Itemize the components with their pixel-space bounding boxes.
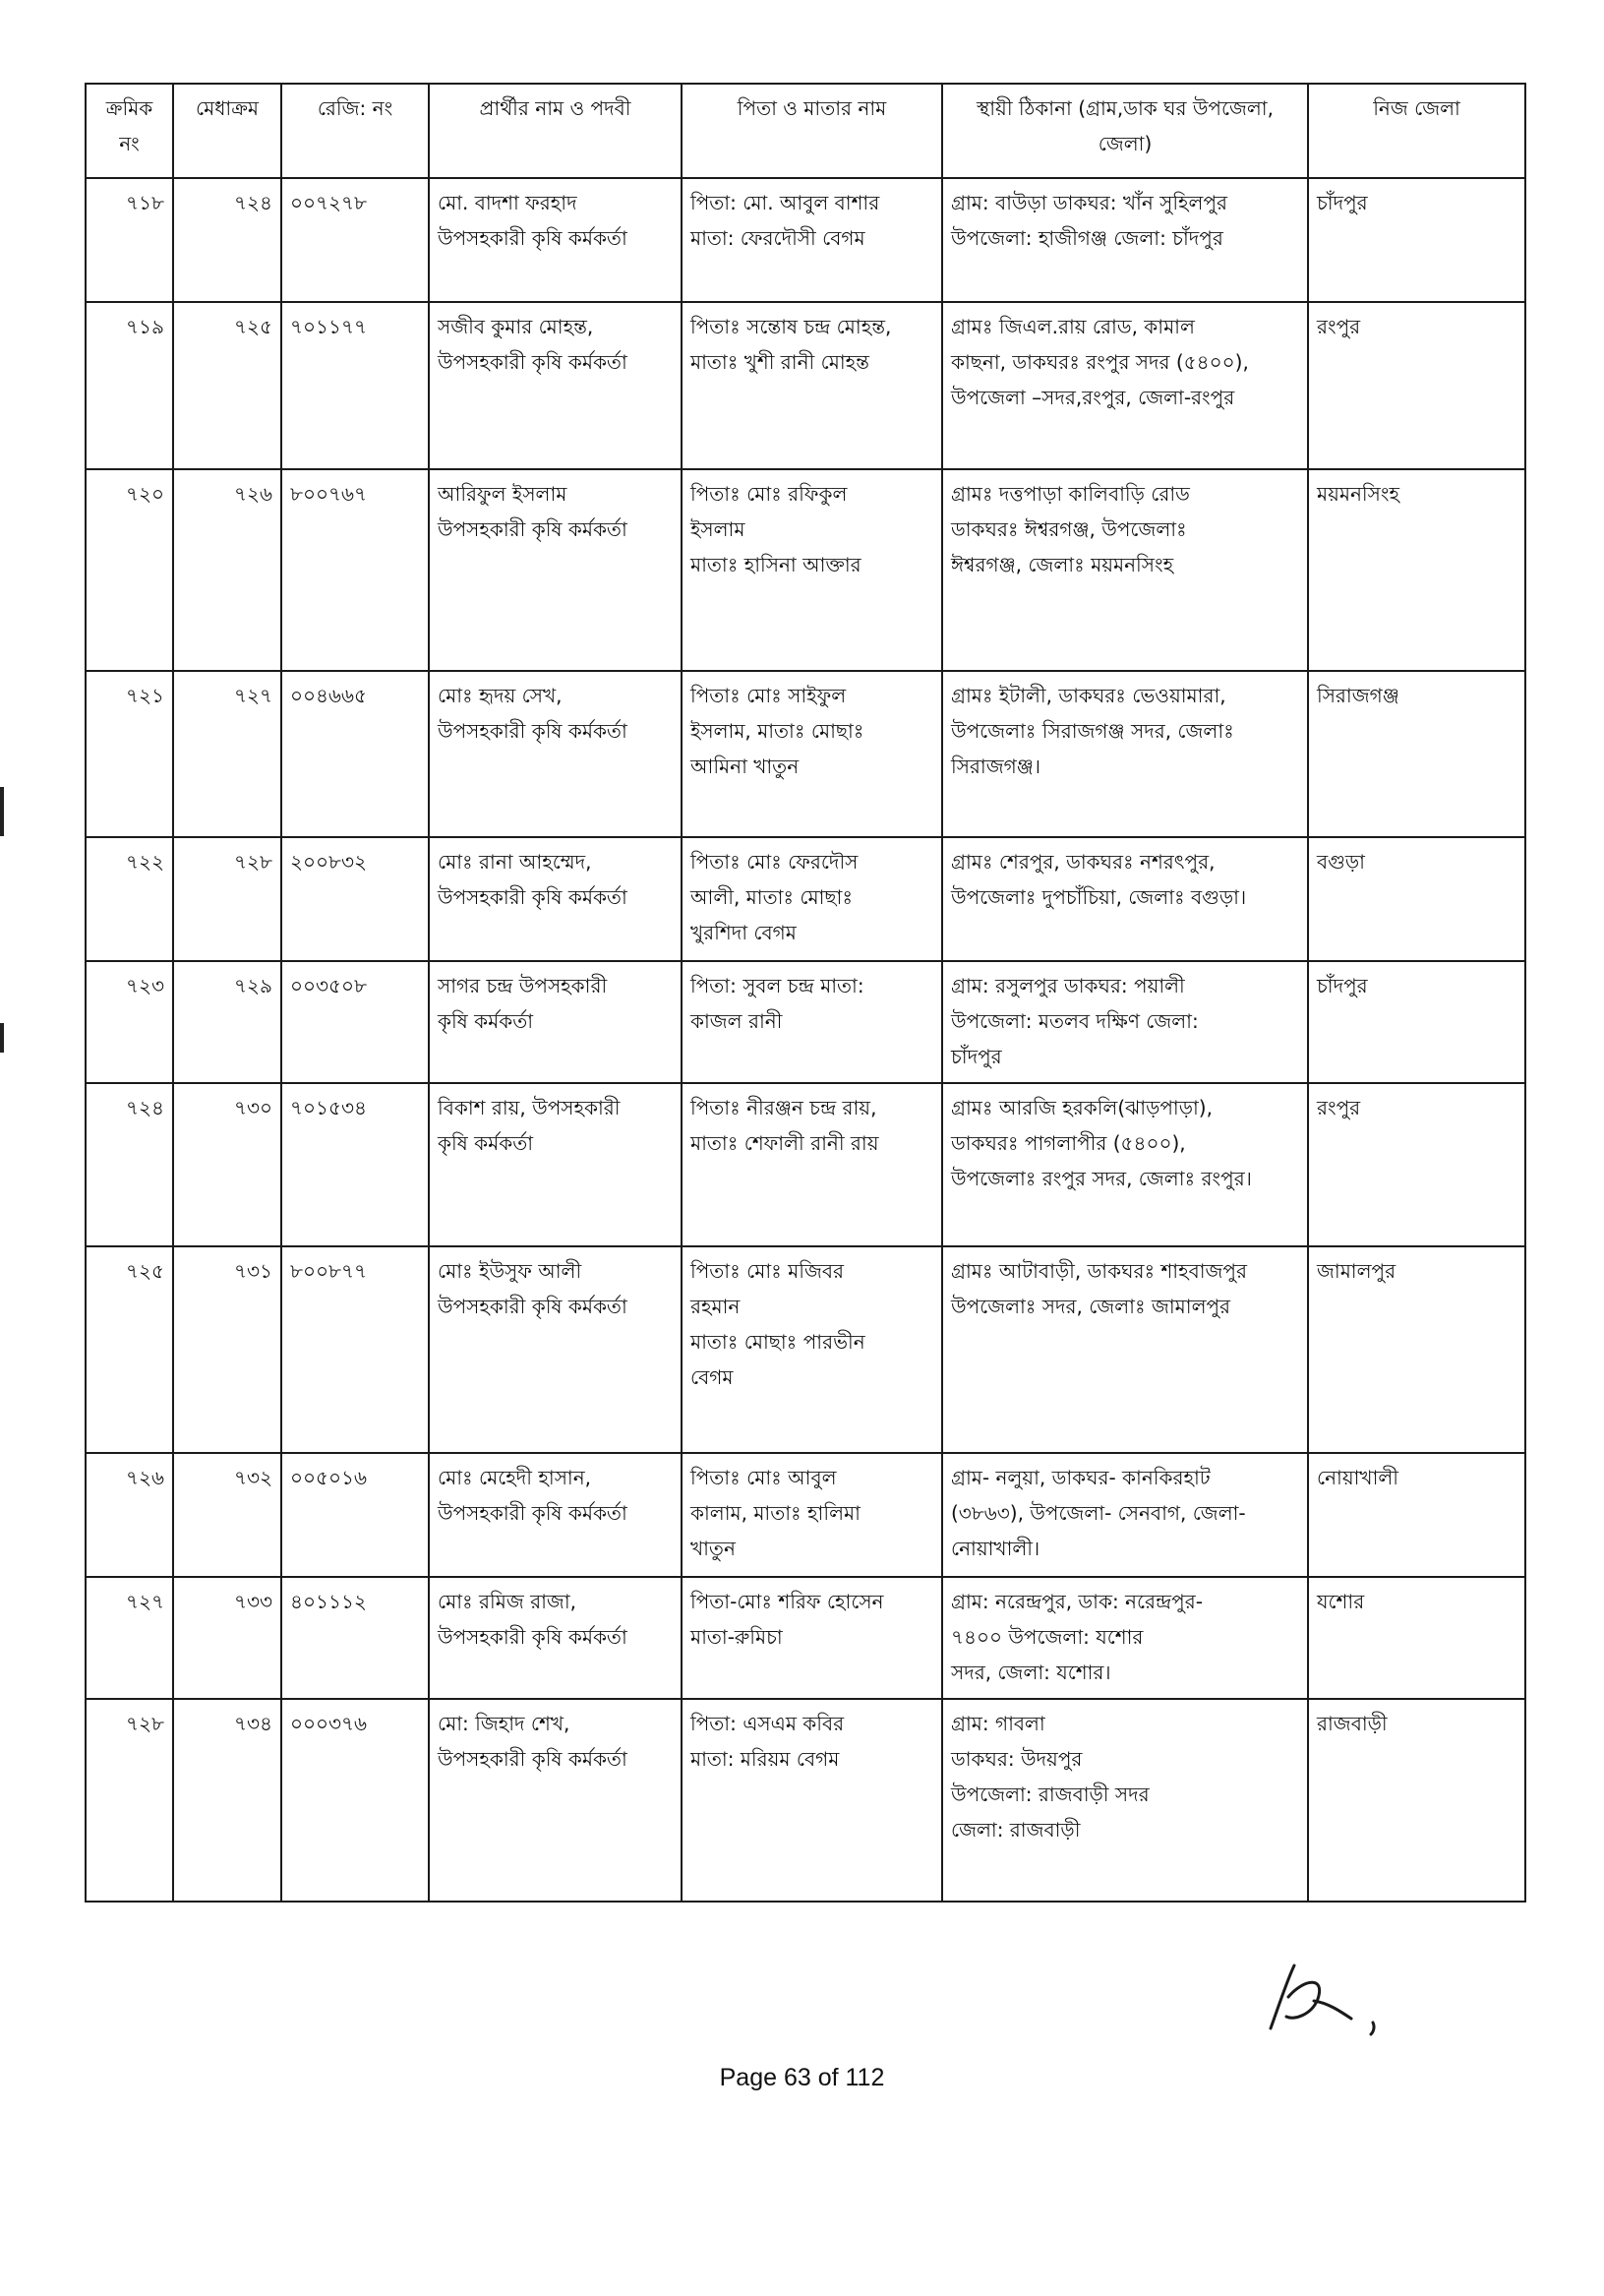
header-address: স্থায়ী ঠিকানা (গ্রাম,ডাক ঘর উপজেলা, জেলা) (942, 84, 1308, 178)
cell-merit: ৭২৪ (173, 178, 281, 302)
header-name-designation: প্রার্থীর নাম ও পদবী (429, 84, 682, 178)
cell-district: জামালপুর (1308, 1246, 1525, 1453)
scan-edge-mark (0, 1023, 4, 1053)
page-number: Page 63 of 112 (719, 2064, 885, 2091)
table-row (86, 961, 1525, 1083)
cell-address: গ্রামঃ আটাবাড়ী, ডাকঘরঃ শাহবাজপুর উপজেলাঃ সদর, জেলাঃ জামালপুর (942, 1246, 1308, 1453)
cell-parents: পিতাঃ মোঃ মজিবর রহমান মাতাঃ মোছাঃ পারভীন বেগম (682, 1246, 942, 1453)
cell-reg-no: ৪০১১১২ (281, 1577, 429, 1699)
cell-district: রংপুর (1308, 1083, 1525, 1246)
cell-name: মোঃ হৃদয় সেখ, উপসহকারী কৃষি কর্মকর্তা (429, 671, 682, 837)
cell-name: মোঃ ইউসুফ আলী উপসহকারী কৃষি কর্মকর্তা (429, 1246, 682, 1453)
cell-serial: ৭২৮ (86, 1699, 173, 1902)
cell-district: নোয়াখালী (1308, 1453, 1525, 1577)
cell-merit: ৭২৭ (173, 671, 281, 837)
table-row (86, 1083, 1525, 1246)
cell-district: বগুড়া (1308, 837, 1525, 961)
cell-reg-no: ৭০১৫৩৪ (281, 1083, 429, 1246)
cell-serial: ৭১৮ (86, 178, 173, 302)
table-header-row (86, 84, 1525, 178)
cell-merit: ৭২৫ (173, 302, 281, 469)
cell-parents: পিতাঃ নীরঞ্জন চন্দ্র রায়, মাতাঃ শেফালী রানী রায় (682, 1083, 942, 1246)
cell-address: গ্রামঃ জিএল.রায় রোড, কামাল কাছনা, ডাকঘরঃ রংপুর সদর (৫৪০০), উপজেলা –সদর,রংপুর, জেলা-রংপুর (942, 302, 1308, 469)
handwritten-signature (1249, 1958, 1387, 2036)
table-row (86, 1577, 1525, 1699)
cell-address: গ্রাম: নরেন্দ্রপুর, ডাক: নরেন্দ্রপুর- ৭৪০০ উপজেলা: যশোর সদর, জেলা: যশোর। (942, 1577, 1308, 1699)
cell-merit: ৭২৯ (173, 961, 281, 1083)
cell-parents: পিতাঃ মোঃ আবুল কালাম, মাতাঃ হালিমা খাতুন (682, 1453, 942, 1577)
cell-reg-no: ৭০১১৭৭ (281, 302, 429, 469)
table-row (86, 302, 1525, 469)
cell-name: আরিফুল ইসলাম উপসহকারী কৃষি কর্মকর্তা (429, 469, 682, 671)
header-serial: ক্রমিক নং (86, 84, 173, 178)
cell-serial: ৭২৫ (86, 1246, 173, 1453)
cell-reg-no: ০০৭২৭৮ (281, 178, 429, 302)
table-row (86, 671, 1525, 837)
table-row (86, 1246, 1525, 1453)
cell-district: যশোর (1308, 1577, 1525, 1699)
cell-reg-no: ২০০৮৩২ (281, 837, 429, 961)
cell-parents: পিতা: সুবল চন্দ্র মাতা: কাজল রানী (682, 961, 942, 1083)
cell-address: গ্রাম: বাউড়া ডাকঘর: খাঁন সুহিলপুর উপজেলা: হাজীগঞ্জ জেলা: চাঁদপুর (942, 178, 1308, 302)
header-reg-no: রেজি: নং (281, 84, 429, 178)
table-row (86, 1453, 1525, 1577)
cell-name: সাগর চন্দ্র উপসহকারী কৃষি কর্মকর্তা (429, 961, 682, 1083)
cell-parents: পিতা: মো. আবুল বাশার মাতা: ফেরদৌসী বেগম (682, 178, 942, 302)
cell-serial: ৭২২ (86, 837, 173, 961)
cell-parents: পিতাঃ মোঃ ফেরদৌস আলী, মাতাঃ মোছাঃ খুরশিদা বেগম (682, 837, 942, 961)
cell-name: মো. বাদশা ফরহাদ উপসহকারী কৃষি কর্মকর্তা (429, 178, 682, 302)
cell-serial: ৭২১ (86, 671, 173, 837)
cell-parents: পিতা-মোঃ শরিফ হোসেন মাতা-রুমিচা (682, 1577, 942, 1699)
cell-address: গ্রাম: রসুলপুর ডাকঘর: পয়ালী উপজেলা: মতলব দক্ষিণ জেলা: চাঁদপুর (942, 961, 1308, 1083)
cell-parents: পিতাঃ মোঃ সাইফুল ইসলাম, মাতাঃ মোছাঃ আমিনা খাতুন (682, 671, 942, 837)
cell-merit: ৭৩১ (173, 1246, 281, 1453)
cell-address: গ্রামঃ শেরপুর, ডাকঘরঃ নশরৎপুর, উপজেলাঃ দুপচাঁচিয়া, জেলাঃ বগুড়া। (942, 837, 1308, 961)
cell-serial: ৭২৬ (86, 1453, 173, 1577)
cell-reg-no: ০০৩৫০৮ (281, 961, 429, 1083)
cell-merit: ৭৩২ (173, 1453, 281, 1577)
cell-name: সজীব কুমার মোহন্ত, উপসহকারী কৃষি কর্মকর্তা (429, 302, 682, 469)
cell-parents: পিতাঃ সন্তোষ চন্দ্র মোহন্ত, মাতাঃ খুশী রানী মোহন্ত (682, 302, 942, 469)
table-row (86, 1699, 1525, 1902)
cell-serial: ৭২৩ (86, 961, 173, 1083)
cell-merit: ৭২৮ (173, 837, 281, 961)
cell-address: গ্রাম: গাবলা ডাকঘর: উদয়পুর উপজেলা: রাজবাড়ী সদর জেলা: রাজবাড়ী (942, 1699, 1308, 1902)
cell-address: গ্রামঃ ইটালী, ডাকঘরঃ ভেওয়ামারা, উপজেলাঃ সিরাজগঞ্জ সদর, জেলাঃ সিরাজগঞ্জ। (942, 671, 1308, 837)
cell-parents: পিতাঃ মোঃ রফিকুল ইসলাম মাতাঃ হাসিনা আক্তার (682, 469, 942, 671)
table-row (86, 469, 1525, 671)
cell-name: মোঃ রমিজ রাজা, উপসহকারী কৃষি কর্মকর্তা (429, 1577, 682, 1699)
header-merit: মেধাক্রম (173, 84, 281, 178)
cell-serial: ৭২৪ (86, 1083, 173, 1246)
cell-name: মোঃ রানা আহম্মেদ, উপসহকারী কৃষি কর্মকর্তা (429, 837, 682, 961)
cell-district: সিরাজগঞ্জ (1308, 671, 1525, 837)
cell-merit: ৭৩৪ (173, 1699, 281, 1902)
cell-district: রংপুর (1308, 302, 1525, 469)
header-parents: পিতা ও মাতার নাম (682, 84, 942, 178)
table-row (86, 178, 1525, 302)
cell-district: চাঁদপুর (1308, 178, 1525, 302)
cell-district: চাঁদপুর (1308, 961, 1525, 1083)
cell-address: গ্রামঃ আরজি হরকলি(ঝাড়পাড়া), ডাকঘরঃ পাগলাপীর (৫৪০০), উপজেলাঃ রংপুর সদর, জেলাঃ রংপুর। (942, 1083, 1308, 1246)
cell-serial: ৭২৭ (86, 1577, 173, 1699)
cell-merit: ৭৩৩ (173, 1577, 281, 1699)
cell-district: রাজবাড়ী (1308, 1699, 1525, 1902)
cell-merit: ৭৩০ (173, 1083, 281, 1246)
cell-name: মোঃ মেহেদী হাসান, উপসহকারী কৃষি কর্মকর্তা (429, 1453, 682, 1577)
cell-reg-no: ০০৪৬৬৫ (281, 671, 429, 837)
header-home-district: নিজ জেলা (1308, 84, 1525, 178)
scan-edge-mark (0, 787, 4, 836)
cell-parents: পিতা: এসএম কবির মাতা: মরিয়ম বেগম (682, 1699, 942, 1902)
candidate-table (85, 83, 1526, 1903)
cell-serial: ৭২০ (86, 469, 173, 671)
cell-reg-no: ৮০০৮৭৭ (281, 1246, 429, 1453)
cell-district: ময়মনসিংহ (1308, 469, 1525, 671)
table-row (86, 837, 1525, 961)
cell-serial: ৭১৯ (86, 302, 173, 469)
cell-address: গ্রামঃ দত্তপাড়া কালিবাড়ি রোড ডাকঘরঃ ঈশ্বরগঞ্জ, উপজেলাঃ ঈশ্বরগঞ্জ, জেলাঃ ময়মনসিংহ (942, 469, 1308, 671)
cell-reg-no: ৮০০৭৬৭ (281, 469, 429, 671)
cell-name: বিকাশ রায়, উপসহকারী কৃষি কর্মকর্তা (429, 1083, 682, 1246)
cell-reg-no: ০০৫০১৬ (281, 1453, 429, 1577)
cell-reg-no: ০০০৩৭৬ (281, 1699, 429, 1902)
cell-address: গ্রাম- নলুয়া, ডাকঘর- কানকিরহাট (৩৮৬৩), উপজেলা- সেনবাগ, জেলা- নোয়াখালী। (942, 1453, 1308, 1577)
cell-name: মো: জিহাদ শেখ, উপসহকারী কৃষি কর্মকর্তা (429, 1699, 682, 1902)
cell-merit: ৭২৬ (173, 469, 281, 671)
